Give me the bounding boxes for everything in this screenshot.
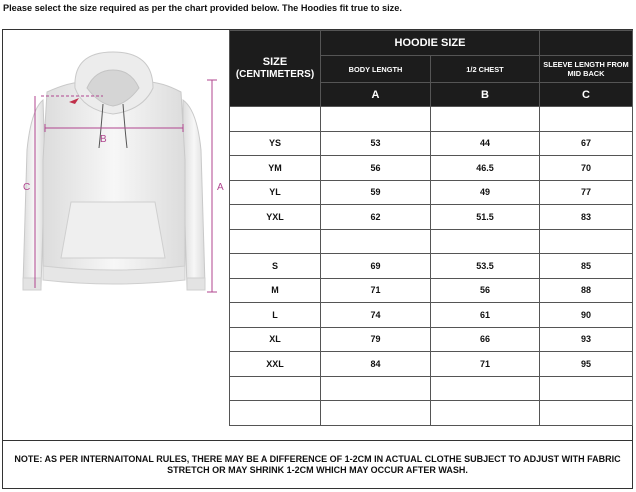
measurement-cell: 77 [540, 180, 633, 205]
hoodie-size-header: HOODIE SIZE [321, 31, 540, 56]
size-cell [230, 107, 321, 132]
note-text: NOTE: AS PER INTERNAITONAL RULES, THERE MAY BE A DIFFERENCE OF 1-2CM IN ACTUAL CLOTHE SUBJECT TO ADJUST WITH FABRIC STRETCH OR MAY SHRINK 1-2CM WHICH MAY OCCUR AFTER WASH. [3, 440, 632, 488]
measurement-cell: 71 [321, 278, 431, 303]
measurement-cell: 84 [321, 352, 431, 377]
size-table [229, 30, 633, 426]
measurement-cell [540, 107, 633, 132]
size-cell: XL [230, 327, 321, 352]
table-row [230, 156, 633, 181]
measurement-cell: 53.5 [431, 254, 540, 279]
table-row [230, 303, 633, 328]
measurement-cell [431, 376, 540, 401]
right-sleeve [183, 100, 205, 288]
table-row [230, 180, 633, 205]
size-cell: YL [230, 180, 321, 205]
size-cell [230, 376, 321, 401]
measurement-cell: 70 [540, 156, 633, 181]
measurement-cell: 56 [321, 156, 431, 181]
table-row [230, 352, 633, 377]
measurement-cell: 93 [540, 327, 633, 352]
table-row [230, 131, 633, 156]
measure-label-b: B [100, 134, 107, 145]
table-row [230, 229, 633, 254]
measure-label-a: A [217, 182, 224, 193]
size-cell: L [230, 303, 321, 328]
table-row [230, 107, 633, 132]
measurement-cell [540, 376, 633, 401]
measurement-cell: 69 [321, 254, 431, 279]
size-cell: YS [230, 131, 321, 156]
measure-label-c: C [23, 182, 31, 193]
hoodie-drawing [3, 30, 230, 440]
measurement-cell: 66 [431, 327, 540, 352]
measurement-cell [321, 107, 431, 132]
intro-text: Please select the size required as per the chart provided below. The Hoodies fit true to size. [3, 3, 402, 13]
size-cell: YXL [230, 205, 321, 230]
measurement-cell: 95 [540, 352, 633, 377]
measurement-cell: 90 [540, 303, 633, 328]
col-letter-a: A [321, 83, 431, 107]
measurement-cell: 61 [431, 303, 540, 328]
measurement-cell: 88 [540, 278, 633, 303]
col-header-half-chest: 1/2 CHEST [431, 56, 540, 83]
size-cell: YM [230, 156, 321, 181]
table-row [230, 327, 633, 352]
measurement-cell [431, 401, 540, 426]
measurement-cell [540, 229, 633, 254]
measurement-cell: 74 [321, 303, 431, 328]
measurement-cell: 56 [431, 278, 540, 303]
size-cell: XXL [230, 352, 321, 377]
table-row [230, 376, 633, 401]
table-row [230, 278, 633, 303]
size-cell: M [230, 278, 321, 303]
measurement-cell [431, 107, 540, 132]
measurement-cell: 44 [431, 131, 540, 156]
measurement-cell [431, 229, 540, 254]
measurement-cell: 62 [321, 205, 431, 230]
measurement-cell: 59 [321, 180, 431, 205]
col-letter-c: C [540, 83, 633, 107]
table-row [230, 205, 633, 230]
col-letter-b: B [431, 83, 540, 107]
measurement-cell: 53 [321, 131, 431, 156]
left-sleeve [23, 100, 45, 288]
kangaroo-pocket [61, 202, 165, 258]
blank-header [540, 31, 633, 56]
measurement-cell: 67 [540, 131, 633, 156]
hoodie-illustration [3, 30, 230, 440]
size-cell: S [230, 254, 321, 279]
measurement-cell: 83 [540, 205, 633, 230]
measurement-cell: 51.5 [431, 205, 540, 230]
measurement-cell: 79 [321, 327, 431, 352]
table-row [230, 254, 633, 279]
measurement-cell [321, 401, 431, 426]
size-column-header: SIZE (CENTIMETERS) [230, 31, 321, 107]
col-header-body-length: BODY LENGTH [321, 56, 431, 83]
measurement-cell [321, 376, 431, 401]
measurement-cell: 85 [540, 254, 633, 279]
measurement-cell: 46.5 [431, 156, 540, 181]
measurement-cell: 49 [431, 180, 540, 205]
table-row [230, 401, 633, 426]
col-header-sleeve-length: SLEEVE LENGTH FROM MID BACK [540, 56, 633, 83]
size-cell [230, 401, 321, 426]
size-cell [230, 229, 321, 254]
measurement-cell: 71 [431, 352, 540, 377]
measurement-cell [540, 401, 633, 426]
measurement-cell [321, 229, 431, 254]
